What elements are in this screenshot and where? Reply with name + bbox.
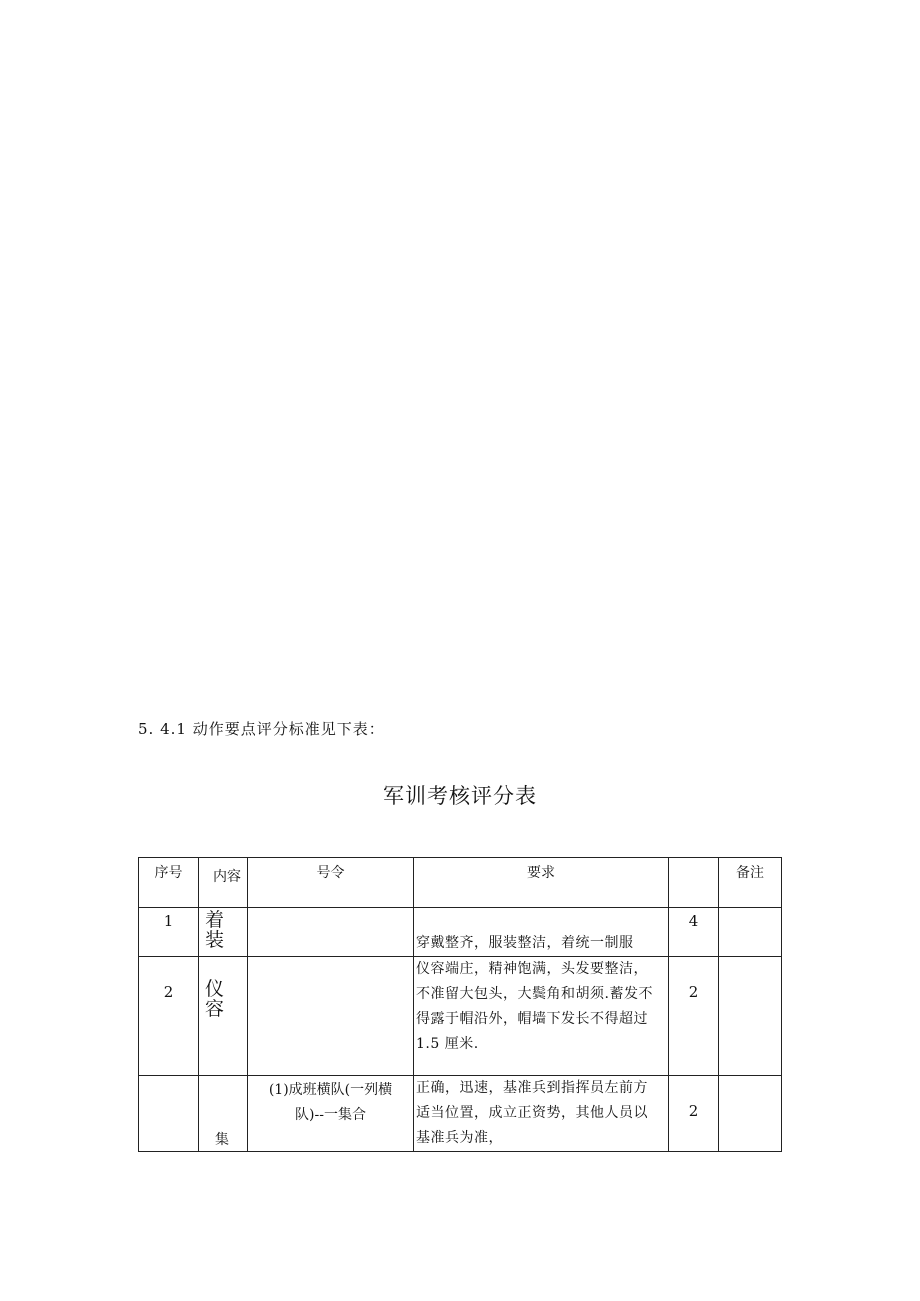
row2-requirement: 仪容端庄，精神饱满，头发要整洁， 不准留大包头，大鬓角和胡须.蓄发不 得露于帽沿外，帽墙下发长不得超过 1.5 厘米. [414, 957, 669, 1076]
table-row [139, 908, 782, 957]
table-row [139, 957, 782, 1076]
row1-requirement: 穿戴整齐，服装整洁，着统一制服 [414, 908, 669, 957]
row1-no: 1 [139, 908, 199, 957]
row2-remark [719, 957, 782, 1076]
row1-command [248, 908, 414, 957]
row2-no: 2 [139, 957, 199, 1076]
header-score [669, 858, 719, 908]
row2-score: 2 [669, 957, 719, 1076]
scoring-table [138, 857, 782, 1152]
section-heading: 5. 4.1 动作要点评分标准见下表： [138, 720, 385, 738]
header-no: 序号 [139, 858, 199, 908]
header-remark: 备注 [719, 858, 782, 908]
row3-content: 集 [199, 1076, 248, 1152]
row1-score: 4 [669, 908, 719, 957]
header-content: 内容 [199, 858, 248, 908]
row3-no [139, 1076, 199, 1152]
table-title: 军训考核评分表 [383, 784, 537, 808]
row2-command [248, 957, 414, 1076]
row2-content: 仪 容 [199, 957, 248, 1076]
row1-remark [719, 908, 782, 957]
row1-content: 着 装 [199, 908, 248, 957]
table-row [139, 1076, 782, 1152]
row3-remark [719, 1076, 782, 1152]
row3-requirement: 正确，迅速，基准兵到指挥员左前方 适当位置，成立正资势，其他人员以 基准兵为准， [414, 1076, 669, 1152]
row3-score: 2 [669, 1076, 719, 1152]
row3-command: (1)成班横队(一列横 队)--一集合 [248, 1076, 414, 1152]
header-requirement: 要求 [414, 858, 669, 908]
header-command: 号令 [248, 858, 414, 908]
table-header-row [139, 858, 782, 908]
